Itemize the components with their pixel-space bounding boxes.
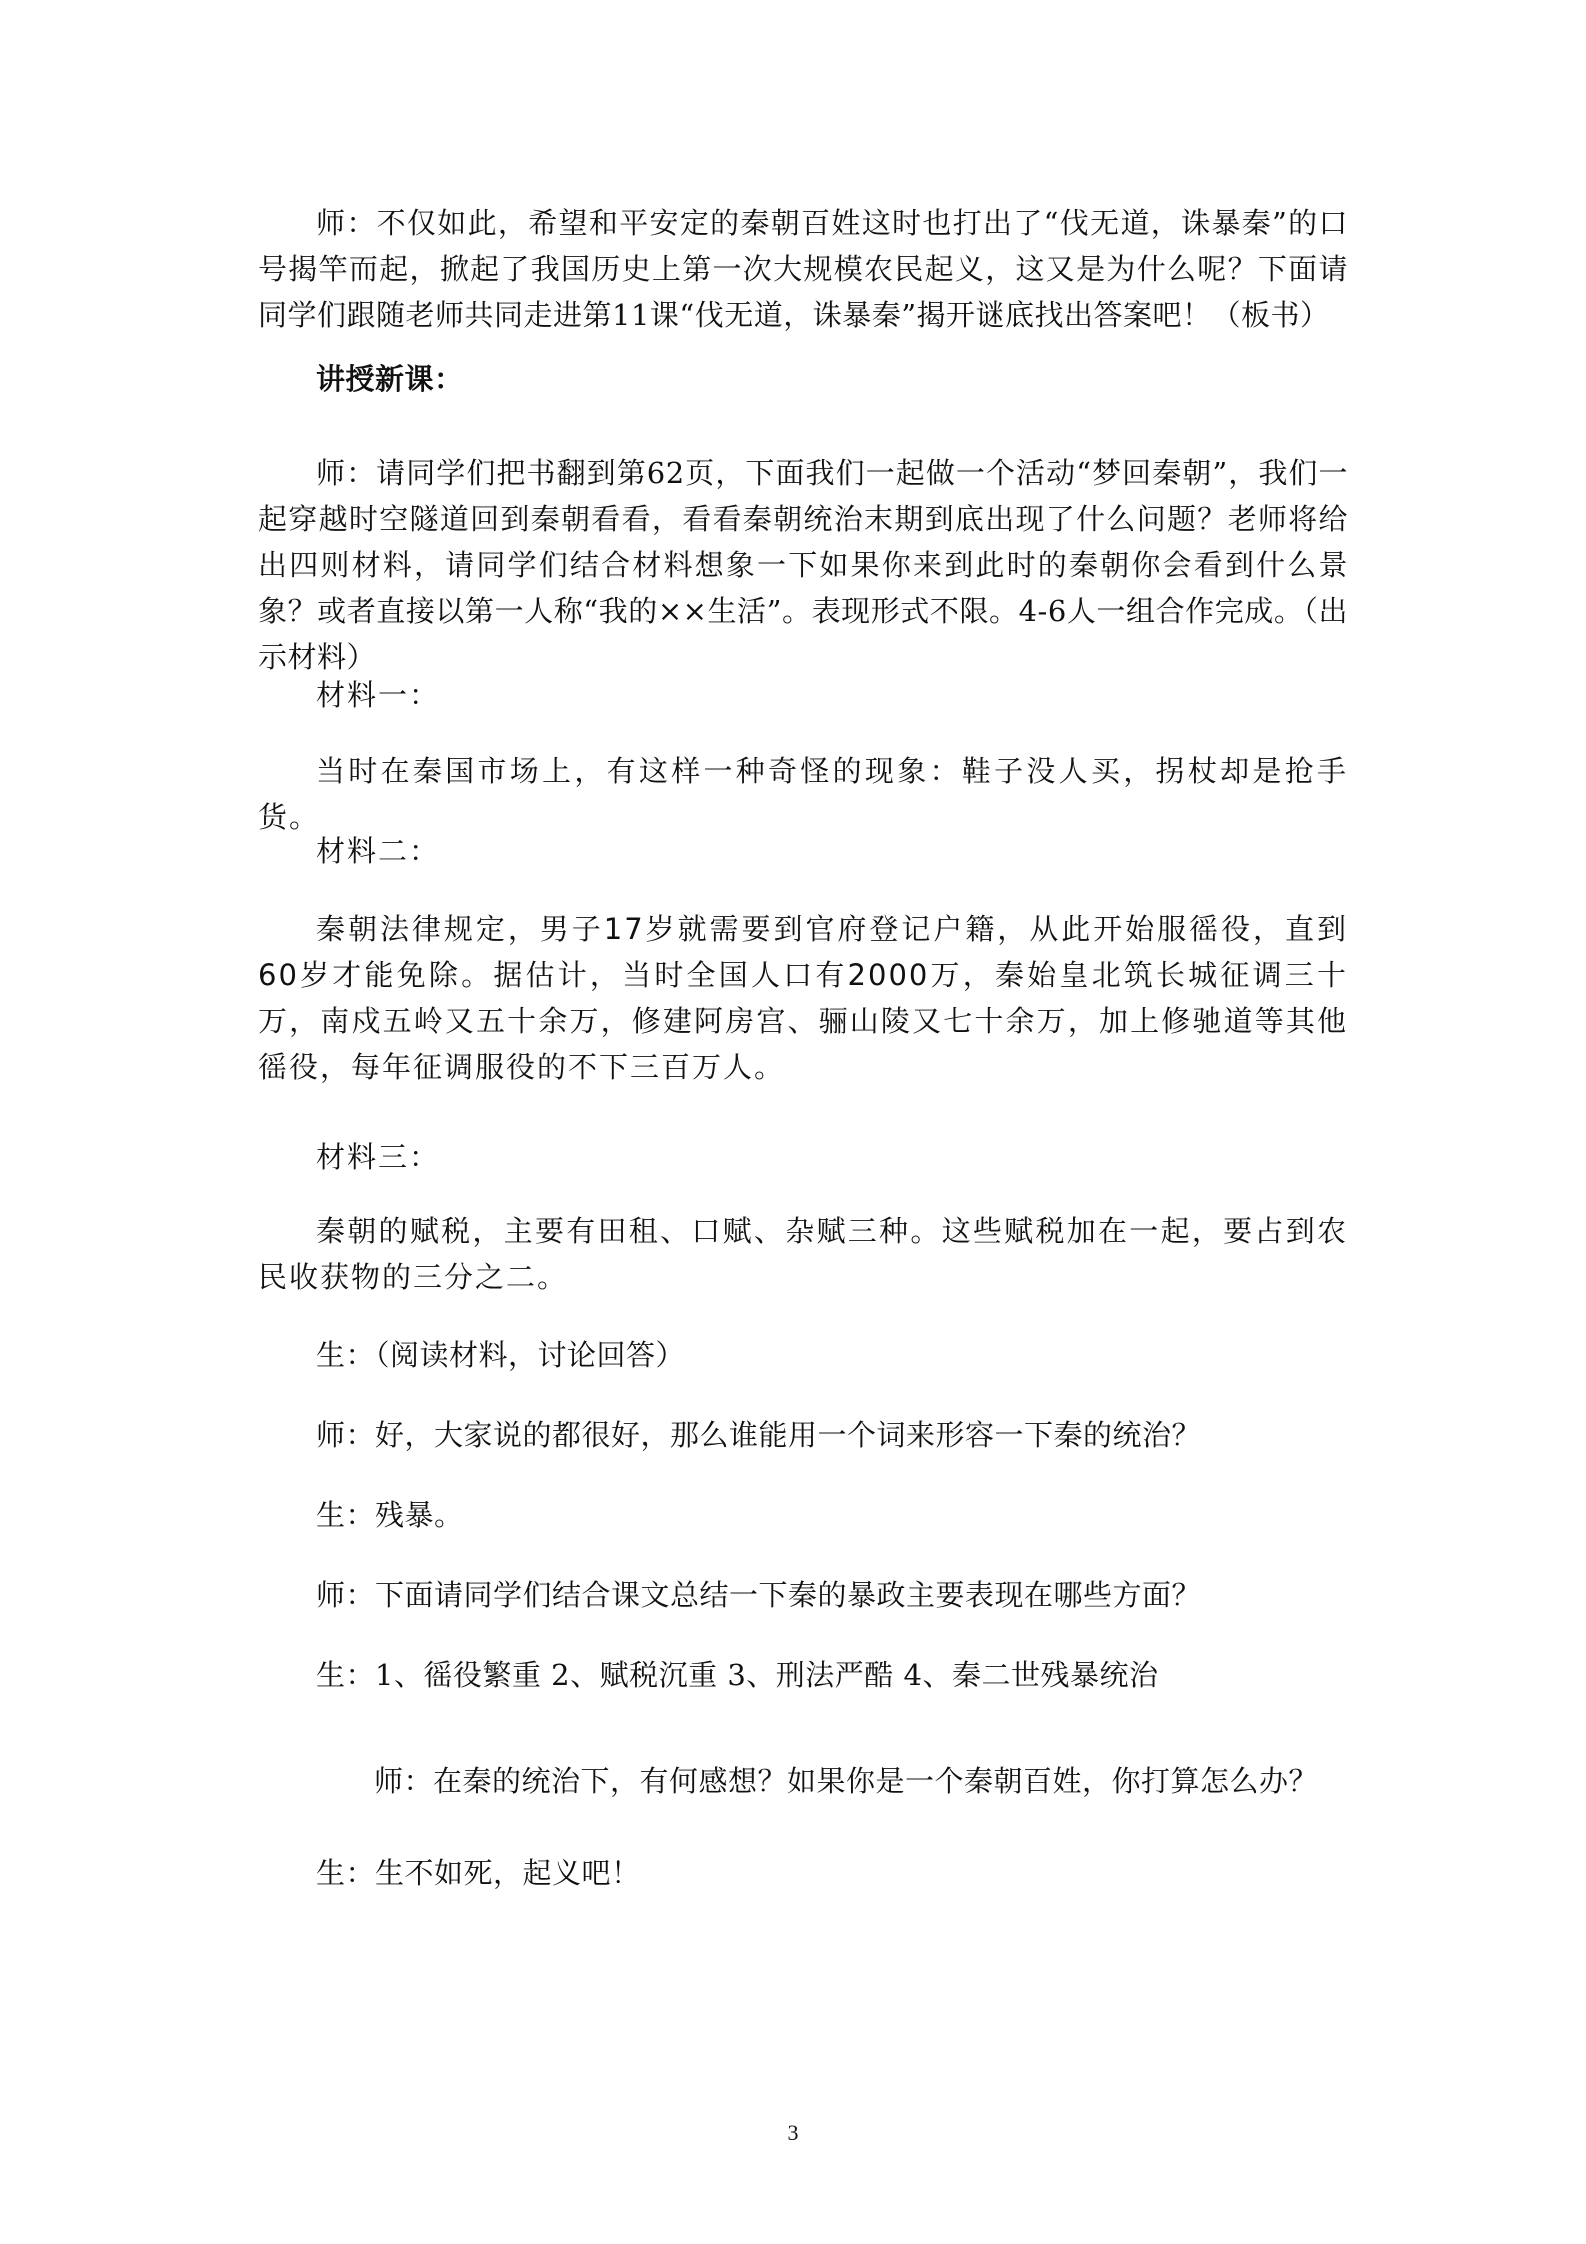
material-three-text: 秦朝的赋税，主要有田租、口赋、杂赋三种。这些赋税加在一起，要占到农民收获物的三分之二。 [258, 1214, 1348, 1294]
paragraph-activity: 师：请同学们把书翻到第62页，下面我们一起做一个活动“梦回秦朝”，我们一起穿越时空隧道回到秦朝看看，看看秦朝统治末期到底出现了什么问题？老师将给出四则材料，请同学们结合材料想象一下如果你来到此时的秦朝你会看到什么景象？或者直接以第一人称“我的××生活”。表现形式不限。4-6人一组合作完成。（出示材料） [258, 456, 1348, 674]
material-three-label: 材料三： [316, 1140, 441, 1174]
teacher-question-1: 师：好，大家说的都很好，那么谁能用一个词来形容一下秦的统治？ [316, 1418, 1202, 1452]
material-one-label: 材料一： [316, 678, 441, 712]
paragraph-intro: 师：不仅如此，希望和平安定的秦朝百姓这时也打出了“伐无道，诛暴秦”的口号揭竿而起，掀起了我国历史上第一次大规模农民起义，这又是为什么呢？下面请同学们跟随老师共同走进第11课“伐无道，诛暴秦”揭开谜底找出答案吧！（板书） [258, 206, 1348, 332]
student-response-1: 生：（阅读材料，讨论回答） [316, 1338, 686, 1372]
section-heading-new-lesson: 讲授新课： [316, 362, 464, 396]
material-one-text: 当时在秦国市场上，有这样一种奇怪的现象：鞋子没人买，拐杖却是抢手货。 [258, 754, 1348, 834]
material-two-text: 秦朝法律规定，男子17岁就需要到官府登记户籍，从此开始服徭役，直到60岁才能免除。据估计，当时全国人口有2000万，秦始皇北筑长城征调三十万，南戍五岭又五十余万，修建阿房宫、骊山陵又七十余万，加上修驰道等其他徭役，每年征调服役的不下三百万人。 [258, 912, 1348, 1084]
teacher-question-3: 师：在秦的统治下，有何感想？如果你是一个秦朝百姓，你打算怎么办？ [374, 1764, 1319, 1798]
teacher-question-2: 师：下面请同学们结合课文总结一下秦的暴政主要表现在哪些方面？ [316, 1578, 1202, 1612]
student-response-4: 生：生不如死，起义吧！ [316, 1856, 641, 1890]
page-number: 3 [787, 2120, 799, 2145]
student-response-2: 生：残暴。 [316, 1498, 464, 1532]
material-two-label: 材料二： [316, 834, 441, 868]
student-response-3: 生：1、徭役繁重 2、赋税沉重 3、刑法严酷 4、秦二世残暴统治 [316, 1658, 1159, 1692]
